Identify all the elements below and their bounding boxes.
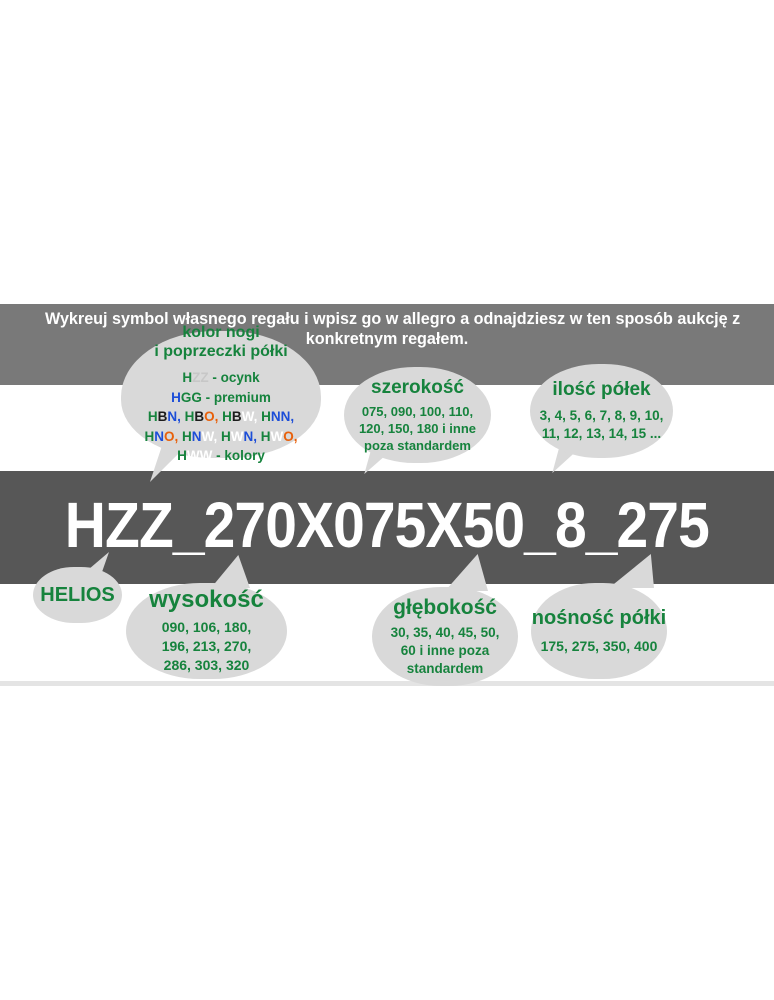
color-code-segment: H	[261, 409, 271, 425]
color-code-segment: N	[270, 409, 281, 425]
color-code-segment: N	[167, 409, 178, 425]
wysokosc-line: 090, 106, 180,	[161, 619, 252, 635]
color-code-segment: B	[157, 409, 168, 425]
color-code-rows	[144, 368, 297, 466]
color-code-segment: ,	[290, 409, 295, 425]
bubble-wysokosc-title: wysokość	[149, 586, 264, 613]
color-code-segment: H	[181, 428, 192, 444]
brand-label: HELIOS	[40, 584, 115, 606]
color-code-segment: O	[204, 409, 215, 425]
bubble-wysokosc	[126, 583, 287, 679]
color-code-row	[144, 388, 297, 408]
color-code-segment: H	[144, 428, 155, 444]
color-code-segment: H	[171, 389, 181, 405]
color-code-segment: ,	[214, 409, 223, 425]
color-code-segment: ,	[253, 409, 262, 425]
color-code-segment: W	[201, 428, 214, 444]
bubble-szerokosc-values	[359, 403, 476, 454]
color-code-row	[144, 427, 297, 447]
color-code-segment: H	[182, 370, 193, 386]
color-code-row	[144, 368, 297, 388]
bubble-szerokosc-title: szerokość	[371, 376, 464, 398]
ilosc-line: 11, 12, 13, 14, 15 ...	[541, 426, 662, 441]
color-code-segment: H	[221, 428, 231, 444]
color-code-segment: GG	[180, 389, 202, 405]
bubble-kolor-nogi	[121, 324, 321, 464]
color-code-segment: H	[184, 409, 195, 425]
szerokosc-line: 120, 150, 180 i inne	[358, 420, 477, 436]
color-code-segment: - ocynk	[208, 370, 260, 386]
bubble-wysokosc-values	[162, 618, 252, 675]
nosnosc-line: 175, 275, 350, 400	[540, 638, 658, 654]
bubble-ilosc-polek	[530, 364, 673, 458]
color-code-segment: ,	[213, 428, 221, 444]
headline-line-2: konkretnym regałem.	[305, 329, 469, 348]
color-code-segment: H	[222, 409, 232, 425]
bubble-nosnosc-title: nośność półki	[531, 607, 667, 629]
bubble-szerokosc	[344, 367, 491, 463]
color-code-segment: W	[230, 428, 244, 444]
color-code-segment: N	[191, 428, 202, 444]
szerokosc-line: poza standardem	[364, 437, 471, 453]
color-code-segment: ,	[253, 428, 261, 444]
bubble-glebokosc-values	[391, 624, 500, 678]
bubble-glebokosc-title: głębokość	[393, 595, 497, 619]
color-code-segment: W	[270, 428, 284, 444]
color-code-segment: - premium	[201, 389, 271, 405]
bubble-ilosc-title: ilość półek	[552, 379, 651, 400]
color-code-segment: N	[243, 428, 254, 444]
bubble-helios-brand	[33, 567, 122, 623]
szerokosc-line: 075, 090, 100, 110,	[361, 403, 474, 419]
bubble-kolor-title	[154, 323, 287, 361]
color-code-segment: H	[147, 409, 158, 425]
color-code-row	[144, 446, 297, 466]
glebokosc-line: 60 i inne poza	[400, 642, 490, 658]
color-code-row	[144, 407, 297, 427]
color-code-segment: B	[231, 409, 242, 425]
bubble-nosnosc-polki	[531, 583, 667, 679]
color-code-segment: WW	[186, 448, 213, 464]
color-code-segment: N	[154, 428, 164, 444]
bubble-ilosc-values	[540, 407, 664, 443]
color-code-segment: O	[283, 428, 294, 444]
color-code-segment: ,	[174, 428, 182, 444]
color-code-segment: - kolory	[212, 448, 265, 464]
color-code-segment: H	[177, 448, 187, 464]
headline-line-1: Wykreuj symbol własnego regału i wpisz go w allegro a odnajdziesz w ten sposób aukcję z	[45, 309, 741, 328]
bottom-stripe	[0, 681, 774, 686]
bubble-nosnosc-values	[541, 637, 658, 655]
bubble-glebokosc	[372, 587, 518, 686]
ilosc-line: 3, 4, 5, 6, 7, 8, 9, 10,	[539, 408, 664, 423]
wysokosc-line: 286, 303, 320	[163, 657, 250, 673]
color-code-segment: ZZ	[192, 370, 209, 386]
code-band	[0, 471, 774, 584]
color-code-segment: O	[163, 428, 175, 444]
glebokosc-line: 30, 35, 40, 45, 50,	[390, 624, 500, 640]
color-code-segment: ,	[293, 428, 298, 444]
bubble-kolor-title-line2: i poprzeczki półki	[154, 343, 288, 361]
rack-symbol-code: HZZ_270X075X50_8_275	[64, 488, 710, 561]
bubble-kolor-title-line1: kolor nogi	[182, 324, 260, 342]
color-code-segment: ,	[177, 409, 185, 425]
wysokosc-line: 196, 213, 270,	[161, 638, 252, 654]
headline-text	[45, 304, 741, 349]
color-code-segment: H	[260, 428, 271, 444]
color-code-segment: N	[280, 409, 291, 425]
color-code-segment: W	[241, 409, 254, 425]
glebokosc-line: standardem	[406, 660, 484, 676]
color-code-segment: B	[194, 409, 205, 425]
